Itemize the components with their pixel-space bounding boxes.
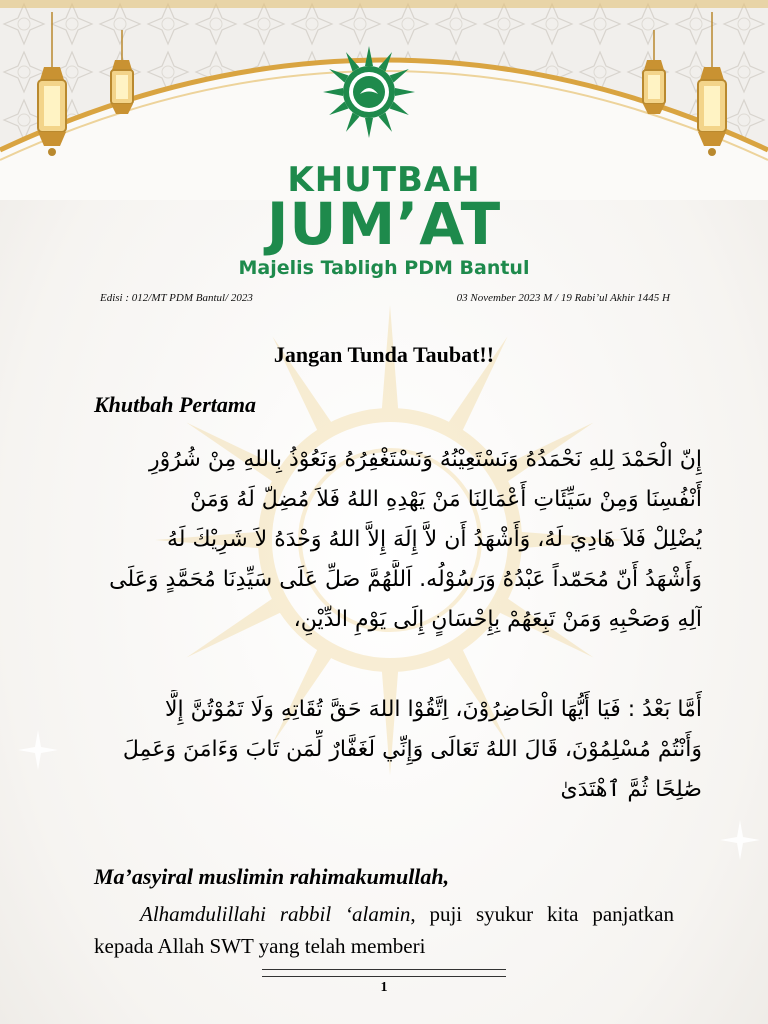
greeting-line: Ma’asyiral muslimin rahimakumullah, [94,864,450,889]
title-jumat: JUM’AT [266,190,502,258]
arabic-line: أَمَّا بَعْدُ : فَيَا أَيُّهَا الْحَاضِرُوْنَ، اِتَّقُوْا اللهَ حَقَّ تُقَاتِهِ وَلَا تَمُوْتُنَّ إِلَّا [164,697,702,722]
title-khutbah: KHUTBAH [287,160,481,200]
section-title: Khutbah Pertama [94,392,256,417]
sparkle-icon [720,820,760,860]
sparkle-icon [18,730,58,770]
hamdalah-italic: Alhamdulillahi rabbil ‘alamin [140,902,411,926]
arabic-line: وَأَشْهَدُ أَنّ مُحَمّداً عَبْدُهُ وَرَسُوْلُه. اَللَّهُمَّ صَلِّ عَلَى سَيِّدِنَا مُحَمَّدٍ وَعَلَى [109,567,702,592]
muhammadiyah-sun-logo [323,46,415,138]
lantern-icon [690,12,734,162]
publication-date: 03 November 2023 M / 19 Rabi’ul Akhir 1445 H [456,292,670,304]
lantern-icon [636,30,672,120]
arabic-line: وَأَنْتُمْ مُسْلِمُوْنَ، قَالَ اللهُ تَعَالَى وَإِنِّي لَغَفَّارٌ لِّمَن تَابَ وَءَامَنَ وَعَمِلَ [122,737,702,762]
footer-divider [262,969,506,977]
lantern-icon [30,12,74,162]
lantern-icon [104,30,140,120]
paragraph-text: , puji syukur kita panjatkan kepada Allah SWT yang telah memberi [94,902,674,958]
arabic-line: يُضْلِلْ فَلاَ هَادِيَ لَهُ، وَأَشْهَدُ أَن لاَّ إِلَهَ إِلاَّ اللهُ وَحْدَهُ لاَ شَرِيْكَ لَهُ [166,527,702,552]
arabic-line: صَٰلِحًا ثُمَّ ٱهْتَدَىٰ [560,777,702,802]
sermon-headline: Jangan Tunda Taubat!! [273,342,495,367]
arabic-second-text [94,690,702,810]
publisher-subtitle: Majelis Tabligh PDM Bantul [238,257,530,279]
arabic-line: أَنْفُسِنَا وَمِنْ سَيِّئَاتِ أَعْمَالِنَا مَنْ يَهْدِهِ اللهُ فَلاَ مُضِلّ لَهُ وَمَنْ [190,487,702,512]
page-number: 1 [380,980,388,995]
arabic-line: آلِهِ وَصَحْبِهِ وَمَنْ تَبِعَهُمْ بِإِحْسَانٍ إِلَى يَوْمِ الدِّيْنِ، [293,607,702,632]
arabic-opening-text [94,440,702,640]
arabic-line: إِنّ الْحَمْدَ لِلهِ نَحْمَدُهُ وَنَسْتَعِيْنُهُ وَنَسْتَغْفِرُهُ وَنَعُوْذُ بِاللهِ مِنْ شُرُوْرِ [149,447,702,472]
body-paragraph [94,898,674,962]
edition-number: Edisi : 012/MT PDM Bantul/ 2023 [100,292,253,304]
